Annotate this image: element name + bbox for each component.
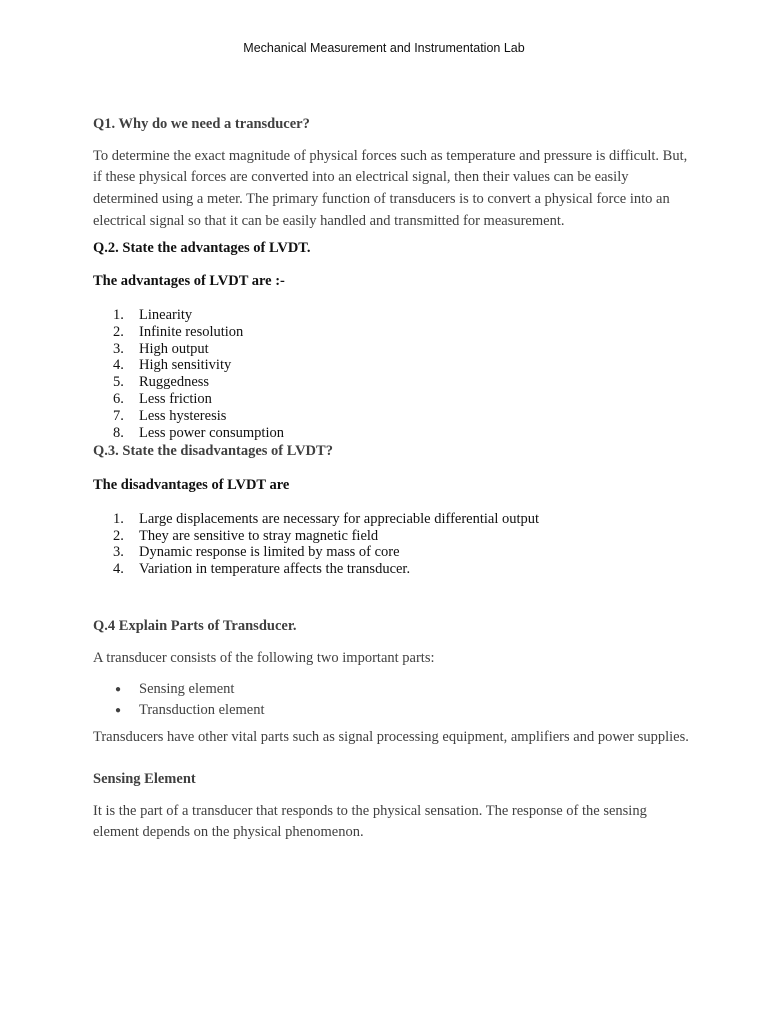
list-item: 4. High sensitivity (113, 357, 232, 374)
list-item: 4. Variation in temperature affects the transducer. (113, 561, 411, 578)
q4-question: Q.4 Explain Parts of Transducer. (93, 617, 297, 634)
list-item: 3. Dynamic response is limited by mass of core (113, 544, 400, 561)
list-item: 1. Linearity (113, 306, 193, 323)
list-item: 5. Ruggedness (113, 374, 210, 391)
list-item: 1. Large displacements are necessary for appreciable differential output (113, 510, 540, 527)
q4-outro: Transducers have other vital parts such as signal processing equipment, amplifiers and power supplies. (93, 729, 689, 746)
q4-intro: A transducer consists of the following two important parts: (93, 649, 435, 666)
q1-answer: To determine the exact magnitude of physical forces such as temperature and pressure is difficult. But, if these physical forces are converted into an electrical signal, then their values can be easily determined using a meter. The primary function of transducers is to convert a physical force into an electrical signal so that it can be easily handled and transmitted for measurement. (93, 147, 688, 229)
bullet-icon: ● (115, 705, 122, 717)
page-header: Mechanical Measurement and Instrumentation Lab (243, 41, 525, 55)
q1-question: Q1. Why do we need a transducer? (93, 116, 310, 132)
list-item: 2. They are sensitive to stray magnetic field (113, 527, 379, 544)
q3-question: Q.3. State the disadvantages of LVDT? (93, 443, 333, 460)
sensing-element-text: It is the part of a transducer that responds to the physical sensation. The response of the sensing element depends on the physical phenomenon. (93, 802, 647, 841)
q4-parts-list (93, 679, 693, 721)
bullet-icon: ● (115, 684, 122, 696)
q3-disadvantages-list (93, 511, 693, 578)
q2-subheading: The advantages of LVDT are :- (93, 273, 285, 290)
list-item: ● Sensing element (93, 679, 693, 700)
q2-question: Q.2. State the advantages of LVDT. (93, 239, 311, 256)
list-item: 2. Infinite resolution (113, 323, 244, 340)
q2-advantages-list (93, 307, 693, 441)
list-item: 3. High output (113, 340, 209, 357)
list-item: 8. Less power consumption (113, 424, 284, 441)
q3-subheading: The disadvantages of LVDT are (93, 477, 290, 493)
list-item: 7. Less hysteresis (113, 407, 227, 424)
list-item: 6. Less friction (113, 390, 212, 407)
list-item: ● Transduction element (93, 700, 693, 721)
document-body (93, 114, 693, 844)
sensing-element-heading: Sensing Element (93, 771, 196, 787)
